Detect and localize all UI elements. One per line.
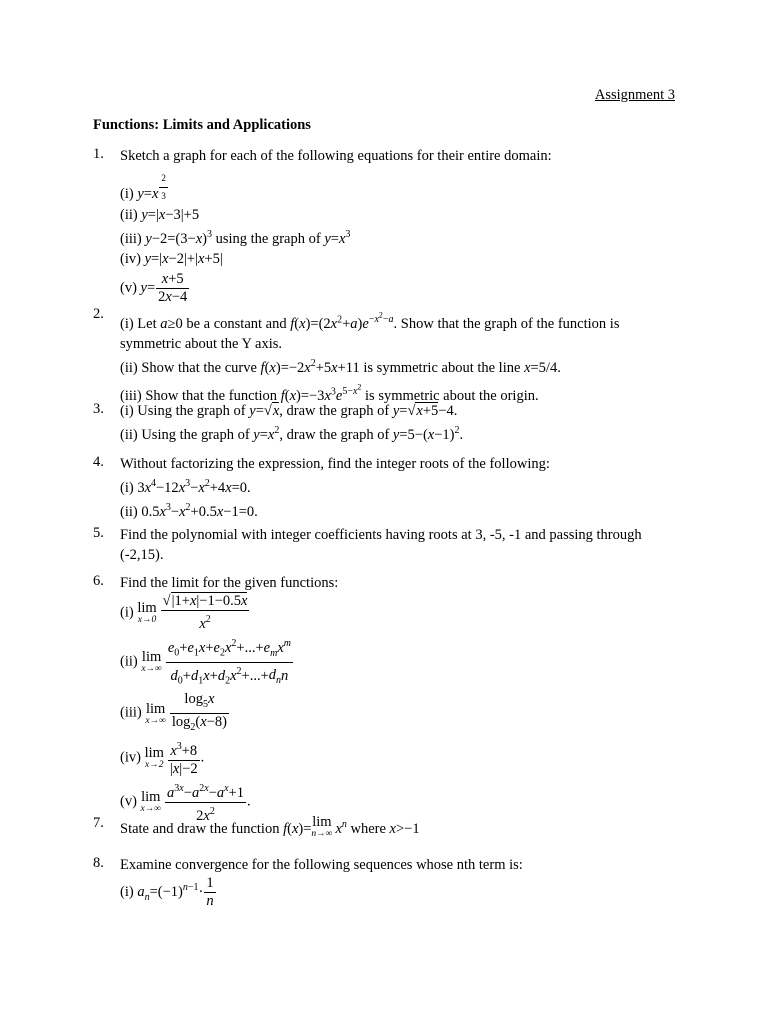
question-intro: Examine convergence for the following sequences whose nth term is: [120,857,523,873]
q1-part-ii: (ii) y=|x−3|+5 [120,207,200,223]
q1-part-iv: (iv) y=|x−2|+|x+5| [120,250,223,267]
question-number: 5. [93,525,104,541]
q6-part-v: (v) lim x→∞ $\frac{a^{3x}-a^{2x}-a^x+1}{2x^2}$ . [120,782,251,824]
question-5 [93,525,653,565]
q4-part-ii: (ii) $0.5x^3-x^2+0.5x-1=0$. [120,501,258,520]
question-intro: Find the limit for the given functions: [120,575,339,591]
question-intro: Without factorizing the expression, find the integer roots of the following: [120,456,550,472]
q2-part-iii: (iii) Show that the function $f(x)=-3x^3e^{5-x^2}$ is symmetric about the origin. [120,382,539,405]
q4-part-i: (i) $3x^4-12x^3-x^2+4x=0$. [120,478,251,496]
q8-part-i: (i) $a_n=(-1)^{n-1}\cdot$ $\frac{1}{n}$ [120,875,214,909]
question-number: 7. [93,815,104,831]
question-number: 4. [93,454,104,470]
question-2 [93,306,653,406]
question-text: Find the polynomial with integer coefficients having roots at 3, -5, -1 and passing through (-2,15). [120,527,642,563]
document-title: Functions: Limits and Applications [93,117,311,133]
q6-part-ii: (ii) lim x→∞ $\frac{e_0+e_1x+e_2x^2+...+e_mx^m}{d_0+d_1x+d_2x^2+...+d_nn}$ [120,635,653,689]
question-number: 1. [93,146,104,162]
question-intro: Sketch a graph for each of the following equations for their entire domain: [120,148,552,164]
q6-part-i: (i) lim x→0 $\frac{√|1+x|-1-0.5x}{x^2}$ [120,593,248,632]
question-7 [93,815,653,839]
q1-part-i: (i) y=x $^{\frac{2}{3}}$ [120,170,653,205]
q2-part-i: (i) Let a≥0 be a constant and $f(x)=(2x^2+a)e^{-x^2-a}$. Show that the graph of the function is symmetric about the Y axis. [120,311,620,353]
question-number: 6. [93,573,104,589]
question-number: 3. [93,401,104,417]
q2-part-ii: (ii) Show that the curve $f(x)=-2x^2+5x+11$ is symmetric about the line x=5/4. [120,358,561,376]
q1-part-iii: (iii) $y-2=(3-x)^3$ using the graph of $y=x^3$ [120,229,351,247]
question-1 [93,146,653,306]
q1-part-v: (v) y= $\frac{x+5}{2x-4}$ [120,270,188,305]
question-6 [93,573,653,825]
question-text: State and draw the function f(x)=lim n→∞ $x^n$ where x>−1 [120,814,420,839]
q6-part-iii: (iii) lim x→∞ $\frac{\log_5x}{\log_2(x-8)}$ [120,691,653,736]
q6-part-iv: (iv) lim x→2 $\frac{x^3+8}{|x|-2}$ . [120,741,205,777]
question-4 [93,454,653,522]
q3-part-ii: (ii) Using the graph of $y=x^2$, draw the graph of $y=5-(x-1)^2$. [120,425,464,443]
question-3 [93,401,653,445]
assignment-header: Assignment 3 [594,87,675,103]
question-number: 2. [93,306,104,322]
q3-part-i: (i) Using the graph of y=√x, draw the graph of y=√x+5−4. [120,403,458,419]
question-number: 8. [93,855,104,871]
question-8 [93,855,653,910]
